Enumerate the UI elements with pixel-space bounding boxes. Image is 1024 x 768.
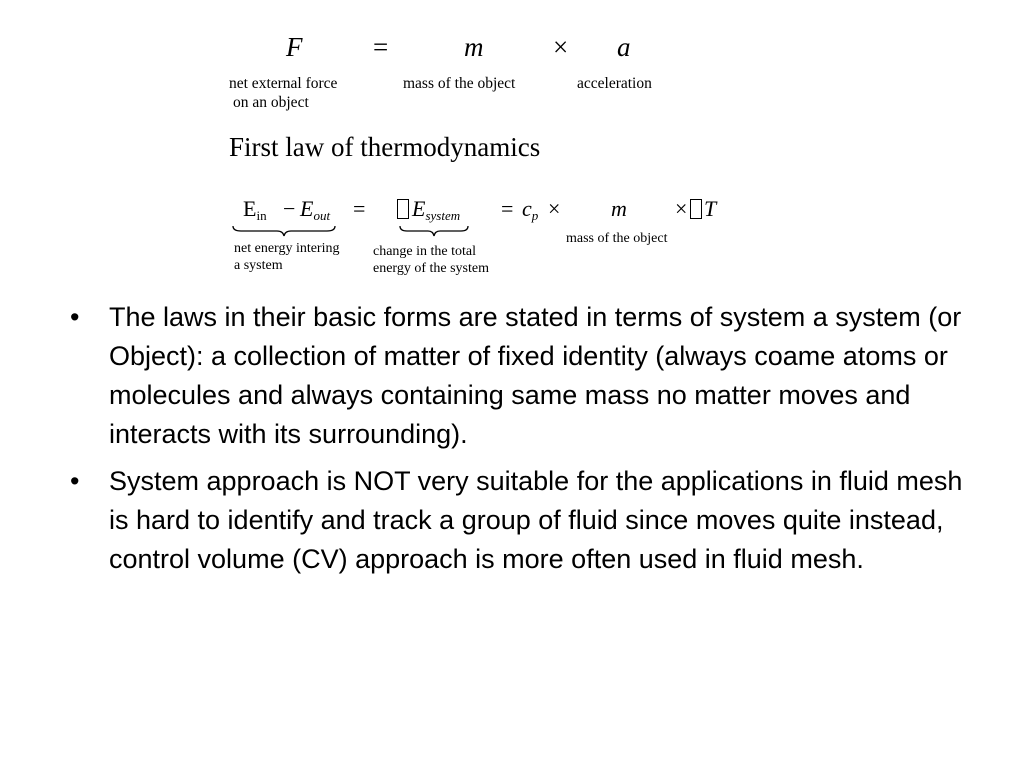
- bullet-dot: •: [70, 302, 80, 332]
- minus-sign: −: [283, 196, 296, 221]
- acceleration-symbol: a: [617, 32, 631, 62]
- energy-in-label-line1: net energy intering: [234, 241, 340, 256]
- mass-label-2: mass of the object: [566, 231, 668, 246]
- underbrace-energy-in: [231, 224, 337, 238]
- bullet-dot: •: [70, 466, 80, 496]
- change-label-line2: energy of the system: [373, 261, 489, 276]
- temperature-symbol: T: [704, 196, 717, 221]
- energy-in-term: $E_{in}$: [243, 196, 267, 223]
- underbrace-change: [398, 224, 470, 238]
- list-item: [68, 462, 968, 579]
- energy-out-term: $E_{out}$: [300, 196, 331, 223]
- times-sign: ×: [553, 32, 569, 62]
- force-label-line1: net external force: [229, 75, 338, 92]
- list-item: [68, 298, 968, 454]
- energy-in-label-line2: a system: [234, 258, 283, 273]
- thermo-heading: First law of thermodynamics: [229, 132, 541, 162]
- bullet-text: The laws in their basic forms are stated in terms of system a system (or Object): a collection of matter of fixed identity (always coame atoms or molecules and always containing same mass no matter moves and interacts with its surrounding).: [109, 302, 962, 449]
- acceleration-label: acceleration: [577, 75, 652, 92]
- mass-symbol: m: [464, 32, 484, 62]
- equals-sign-1: =: [353, 196, 366, 221]
- bullet-list: [68, 298, 968, 587]
- equals-sign: =: [373, 32, 389, 62]
- energy-system-term: $E_{system}$: [412, 196, 461, 223]
- specific-heat-term: $c_p$: [522, 196, 539, 223]
- times-sign-2: ×: [675, 196, 688, 221]
- force-symbol: F: [286, 32, 303, 62]
- delta-glyph-1: [397, 199, 409, 219]
- mass-label: mass of the object: [403, 75, 516, 92]
- change-label-line1: change in the total: [373, 244, 477, 259]
- times-sign-1: ×: [548, 196, 561, 221]
- force-label-line2: on an object: [233, 94, 309, 111]
- delta-glyph-2: [690, 199, 702, 219]
- equals-sign-2: =: [501, 196, 514, 221]
- bullet-text: System approach is NOT very suitable for the applications in fluid mesh is hard to identify and track a group of fluid since moves quite instead, control volume (CV) approach is more often used in fluid mesh.: [109, 466, 963, 574]
- mass-symbol-2: m: [611, 196, 627, 221]
